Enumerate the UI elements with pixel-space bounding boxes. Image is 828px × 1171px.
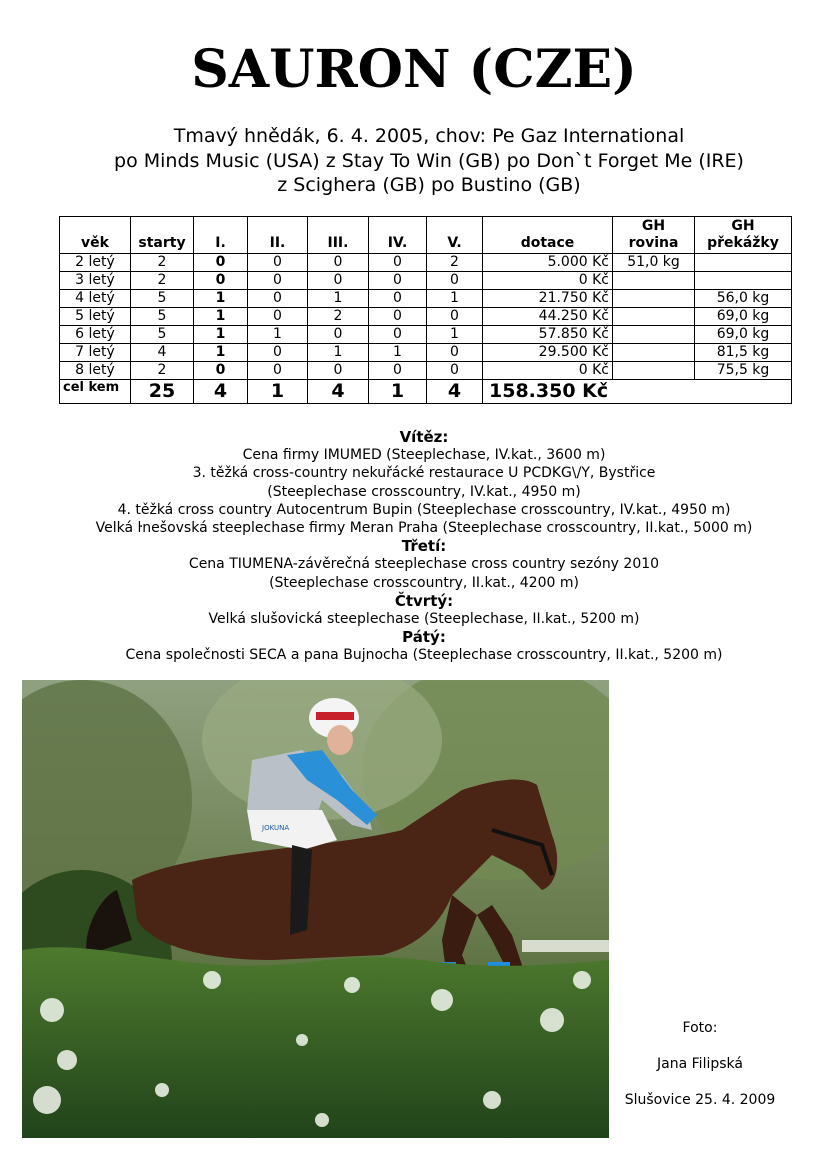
col-header: II. <box>248 217 308 254</box>
table-cell: 4 <box>131 344 194 362</box>
table-cell: 0 Kč <box>483 362 613 380</box>
steeplechase-photo <box>22 680 609 1138</box>
table-cell: 5 <box>131 290 194 308</box>
col-header: V. <box>427 217 483 254</box>
pedigree-line-1: Tmavý hnědák, 6. 4. 2005, chov: Pe Gaz International <box>173 125 685 147</box>
total-cell: 25 <box>131 380 194 404</box>
table-cell: 0 <box>248 272 308 290</box>
table-cell <box>613 272 695 290</box>
table-cell: 5 <box>131 308 194 326</box>
pedigree-line-2: po Minds Music (USA) z Stay To Win (GB) po Don`t Forget Me (IRE) <box>114 149 744 172</box>
table-cell: 1 <box>194 326 248 344</box>
table-cell: 0 <box>308 326 369 344</box>
table-cell: 0 <box>427 308 483 326</box>
table-cell <box>613 326 695 344</box>
table-row <box>60 290 792 308</box>
result-line: (Steeplechase crosscountry, IV.kat., 4950 m) <box>267 483 581 500</box>
table-row <box>60 272 792 290</box>
table-cell: 3 letý <box>60 272 131 290</box>
pedigree-line-3: z Scighera (GB) po Bustino (GB) <box>277 174 581 196</box>
race-stats-table <box>59 216 792 404</box>
table-cell: 2 <box>131 272 194 290</box>
table-cell <box>613 362 695 380</box>
table-cell: 0 <box>248 290 308 308</box>
result-heading: Pátý: <box>402 628 446 647</box>
table-row <box>60 344 792 362</box>
table-cell: 1 <box>194 308 248 326</box>
result-line: Velká ŀnešovská steeplechase firmy Meran Praha (Steeplechase crosscountry, II.kat., 5000 m) <box>95 520 753 537</box>
hedge <box>22 947 609 1138</box>
photo-place-date: Slušovice 25. 4. 2009 <box>624 1092 776 1108</box>
table-cell: 81,5 kg <box>695 344 792 362</box>
result-line: (Steeplechase crosscountry, II.kat., 4200 m) <box>269 574 579 591</box>
table-cell: 21.750 Kč <box>483 290 613 308</box>
col-header: GH rovina <box>613 217 695 254</box>
table-cell: 69,0 kg <box>695 326 792 344</box>
result-heading: Vítěz: <box>399 428 449 446</box>
table-cell: 2 <box>427 254 483 272</box>
table-row <box>60 308 792 326</box>
table-cell: 0 <box>427 272 483 290</box>
table-cell: 0 <box>427 344 483 362</box>
total-cell: 4 <box>194 380 248 404</box>
table-cell: 0 <box>308 272 369 290</box>
result-line: 3. těžká cross-country nekuřácké restaurace U PCDKG\/Y, Bystřice <box>192 465 656 482</box>
horse-title: SAURON (CZE) <box>191 39 637 100</box>
table-cell: 1 <box>308 290 369 308</box>
table-cell: 69,0 kg <box>695 308 792 326</box>
photo-author: Jana Filipská <box>657 1056 743 1072</box>
table-cell: 0 <box>194 254 248 272</box>
table-cell: 2 <box>131 362 194 380</box>
col-header: věk <box>60 217 131 254</box>
table-cell: 2 <box>131 254 194 272</box>
photo-label: Foto: <box>682 1020 718 1036</box>
table-cell: 0 <box>369 362 427 380</box>
table-cell: 6 letý <box>60 326 131 344</box>
table-cell: 0 <box>194 362 248 380</box>
table-total-row <box>60 380 792 404</box>
table-cell: 0 <box>427 362 483 380</box>
col-header: starty <box>131 217 194 254</box>
result-line: Cena TIUMENA-závěrečná steeplechase cross country sezóny 2010 <box>188 556 660 573</box>
col-header: dotace <box>483 217 613 254</box>
table-row <box>60 362 792 380</box>
table-cell: 1 <box>194 290 248 308</box>
table-cell: 5.000 Kč <box>483 254 613 272</box>
table-header-row <box>60 217 792 254</box>
table-cell: 2 letý <box>60 254 131 272</box>
table-cell: 0 <box>369 308 427 326</box>
table-cell: 2 <box>308 308 369 326</box>
table-cell: 0 <box>248 344 308 362</box>
table-cell <box>613 290 695 308</box>
table-cell: 0 <box>308 254 369 272</box>
table-cell: 57.850 Kč <box>483 326 613 344</box>
result-line: Cena společnosti SECA a pana Bujnocha (Steeplechase crosscountry, II.kat., 5200 m) <box>125 647 723 664</box>
result-line: Velká slušovická steeplechase (Steeplechase, II.kat., 5200 m) <box>208 611 640 628</box>
total-cell: 1 <box>248 380 308 404</box>
total-cell: 4 <box>427 380 483 404</box>
total-label: cel kem <box>60 380 131 404</box>
table-row <box>60 254 792 272</box>
table-cell: 1 <box>248 326 308 344</box>
table-cell: 51,0 kg <box>613 254 695 272</box>
table-cell: 1 <box>308 344 369 362</box>
table-cell: 0 <box>248 308 308 326</box>
table-cell: 0 <box>308 362 369 380</box>
table-cell: 5 <box>131 326 194 344</box>
table-cell: 1 <box>427 290 483 308</box>
table-cell: 4 letý <box>60 290 131 308</box>
total-cell: 158.350 Kč <box>483 380 792 404</box>
col-header: I. <box>194 217 248 254</box>
table-cell: 0 <box>369 326 427 344</box>
result-line: Cena firmy IMUMED (Steeplechase, IV.kat., 3600 m) <box>242 447 606 464</box>
table-cell: 8 letý <box>60 362 131 380</box>
table-cell: 56,0 kg <box>695 290 792 308</box>
table-cell: 7 letý <box>60 344 131 362</box>
table-cell: 0 <box>369 254 427 272</box>
jockey-logo: JOKUNA <box>262 824 290 832</box>
table-cell: 75,5 kg <box>695 362 792 380</box>
result-heading: Třetí: <box>401 537 447 556</box>
total-cell: 4 <box>308 380 369 404</box>
col-header: III. <box>308 217 369 254</box>
race-photo <box>22 680 609 1138</box>
table-cell <box>695 272 792 290</box>
result-heading: Čtvrtý: <box>394 591 454 610</box>
table-cell: 0 <box>194 272 248 290</box>
table-cell: 0 <box>369 290 427 308</box>
table-cell <box>613 308 695 326</box>
total-cell: 1 <box>369 380 427 404</box>
table-cell: 44.250 Kč <box>483 308 613 326</box>
table-cell: 1 <box>194 344 248 362</box>
col-header: GH překážky <box>695 217 792 254</box>
pedigree <box>0 124 828 198</box>
table-cell: 5 letý <box>60 308 131 326</box>
table-row <box>60 326 792 344</box>
table-cell: 0 <box>248 254 308 272</box>
table-cell <box>695 254 792 272</box>
table-cell: 0 Kč <box>483 272 613 290</box>
table-cell: 0 <box>369 272 427 290</box>
col-header: IV. <box>369 217 427 254</box>
result-line: 4. těžká cross country Autocentrum Bupin (Steeplechase crosscountry, IV.kat., 4950 m) <box>117 501 731 518</box>
results-list <box>0 428 828 665</box>
table-cell: 0 <box>248 362 308 380</box>
table-cell: 29.500 Kč <box>483 344 613 362</box>
table-cell: 1 <box>427 326 483 344</box>
table-cell: 1 <box>369 344 427 362</box>
table-cell <box>613 344 695 362</box>
